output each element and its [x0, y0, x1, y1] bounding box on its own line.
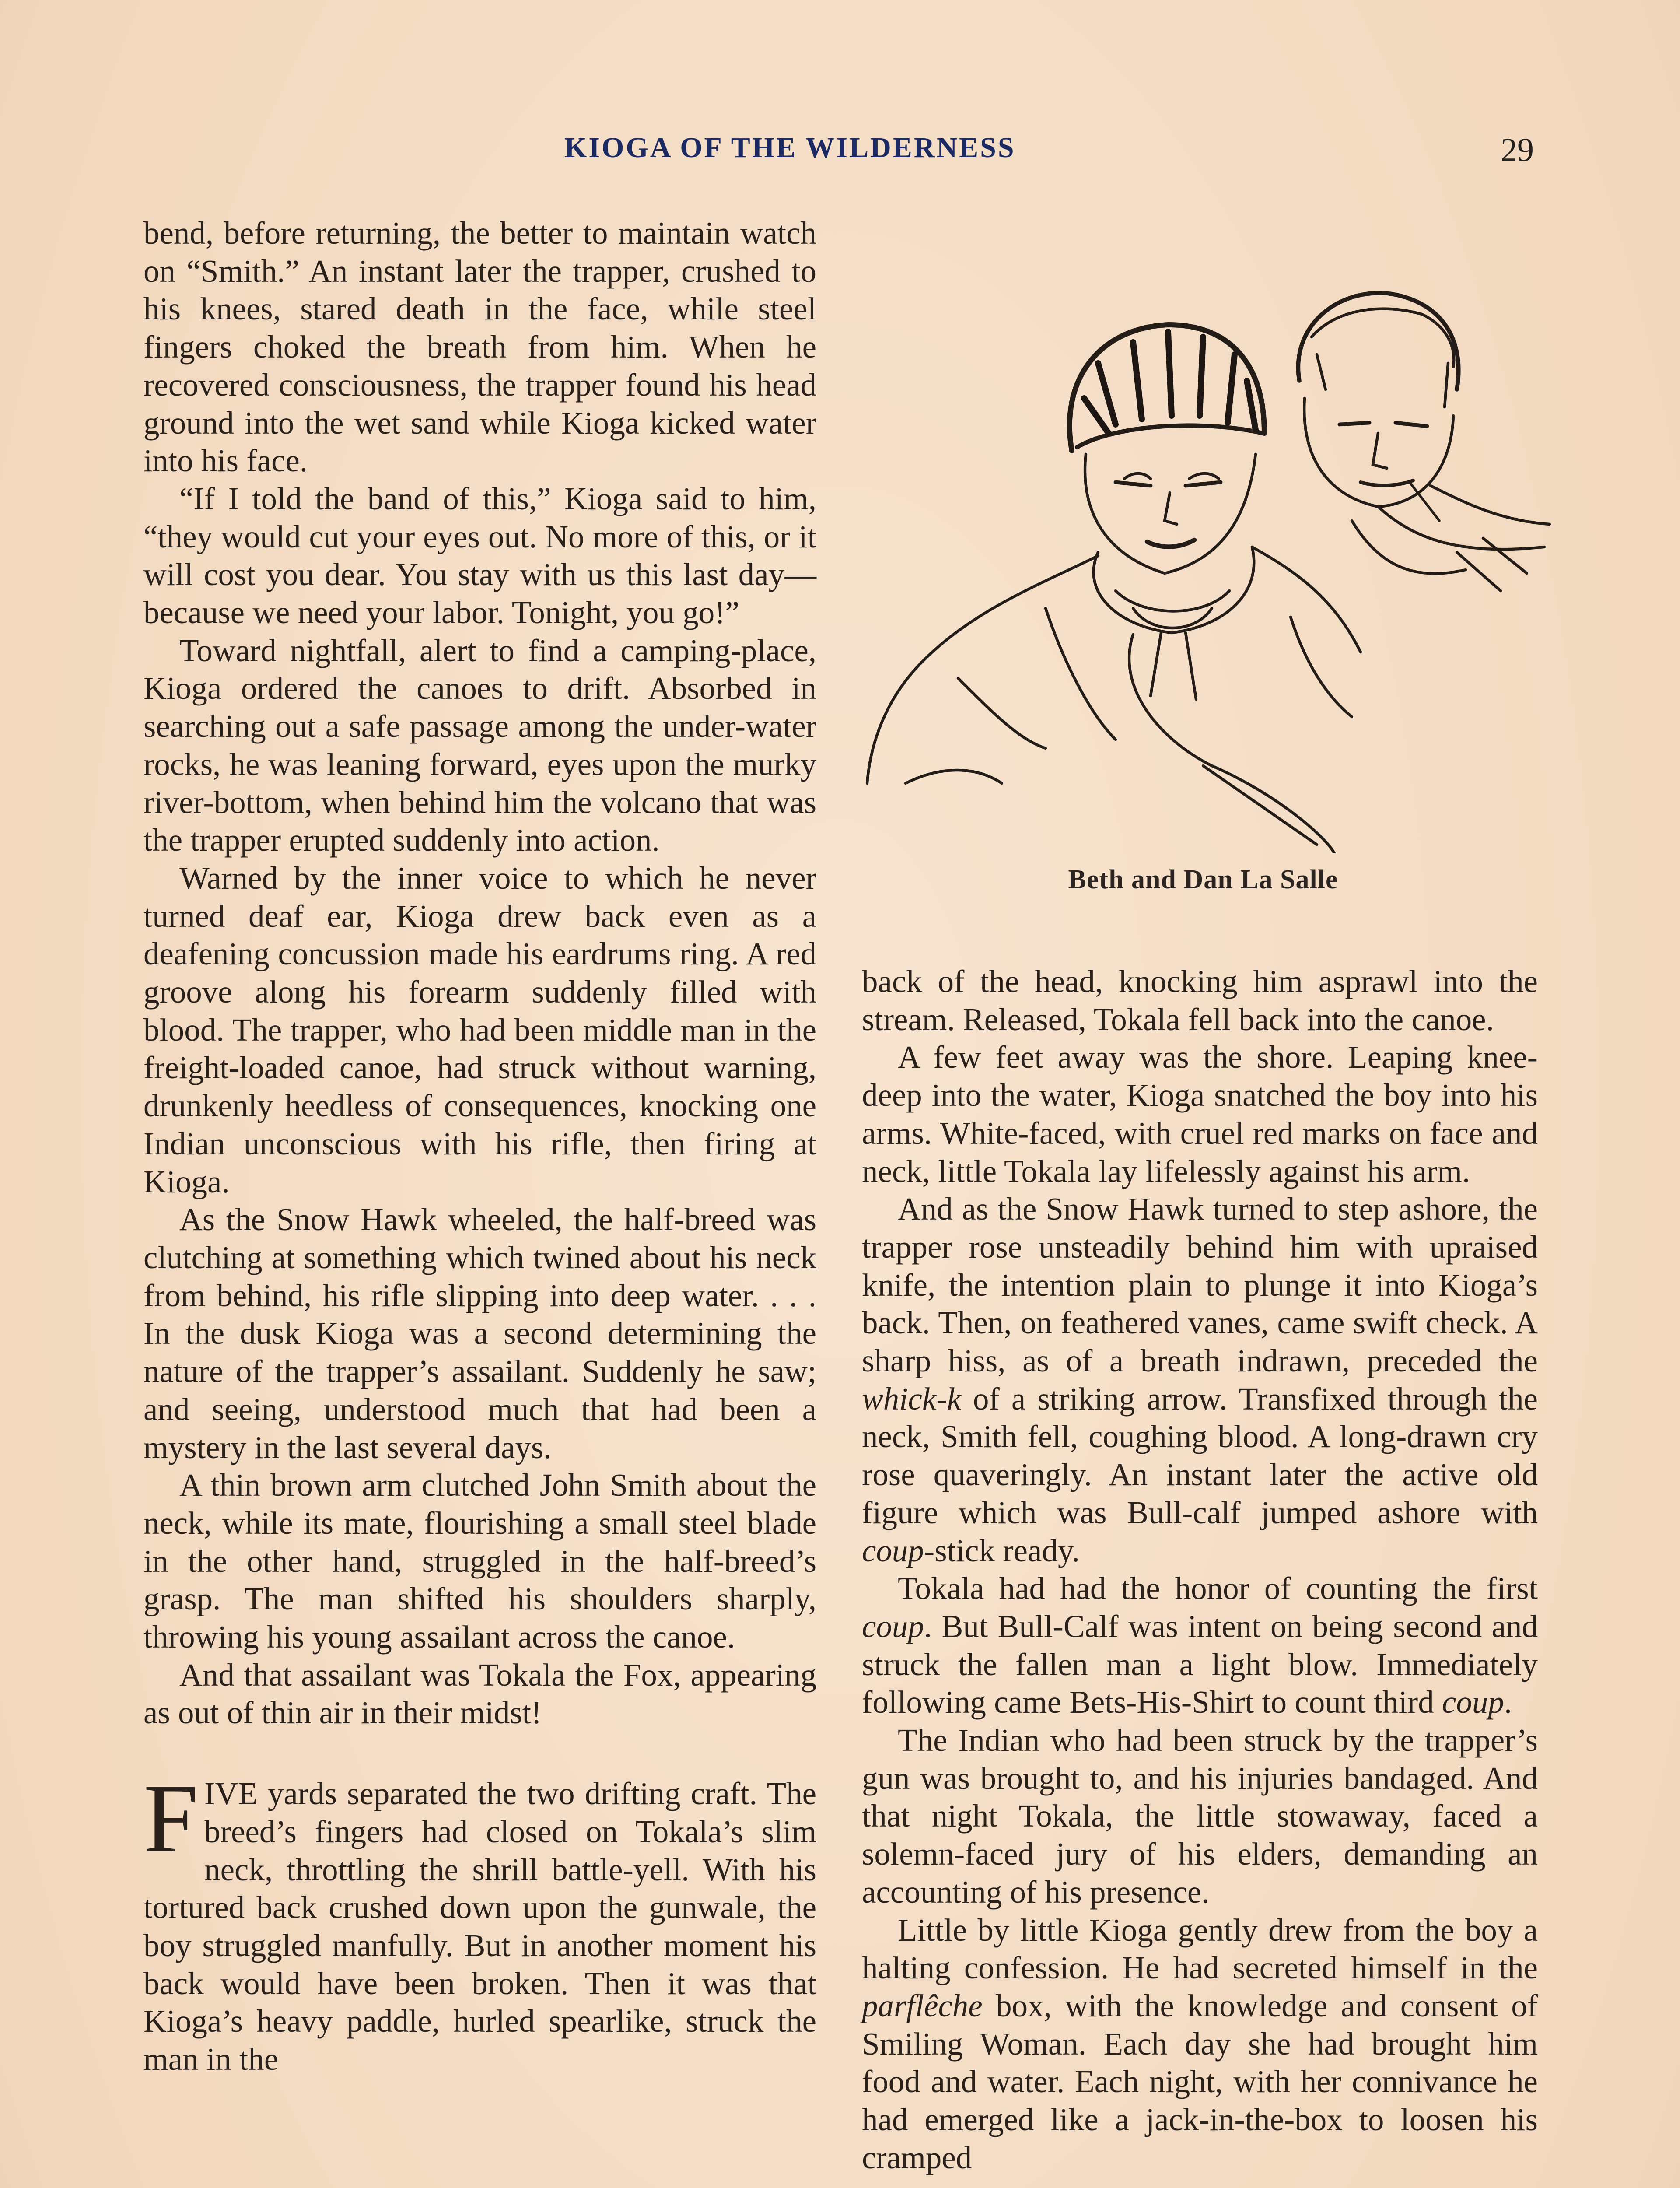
running-title: KIOGA OF THE WILDERNESS: [564, 132, 1016, 164]
text-run: .: [1504, 1684, 1512, 1720]
paragraph: back of the head, knocking him asprawl into the stream. Released, Tokala fell back into the canoe.: [862, 964, 1538, 1037]
page-number: 29: [1501, 132, 1534, 168]
left-column: [144, 214, 816, 2079]
italic-term: coup: [862, 1532, 924, 1568]
italic-term: coup: [862, 1608, 924, 1644]
paragraph: bend, before returning, the better to maintain watch on “Smith.” An instant later the trapper, crushed to his knees, stared death in the face, while steel fingers choked the breath from him. When he recovered consciousness, the trapper found his head ground into the wet sand while Kioga kicked water into his face.: [144, 215, 816, 479]
paragraph: “If I told the band of this,” Kioga said to him, “they would cut your eyes out. No more of this, or it will cost you dear. You stay with us this last day—because we need your labor. Tonight, you go!”: [144, 480, 816, 631]
drop-cap: F: [144, 1764, 199, 1873]
section-opening-paragraph: [144, 1764, 816, 2079]
paragraph: A few feet away was the shore. Leaping knee-deep into the water, Kioga snatched the boy into his arms. White-faced, with cruel red marks on face and neck, little Tokala lay lifelessly against his arm.: [862, 1039, 1538, 1189]
illustration-beth-and-dan: [849, 258, 1558, 853]
text-run: . But Bull-Calf was intent on being second and struck the fallen man a light blow. Immediately following came Bets-His-Shirt to count third: [862, 1608, 1538, 1720]
paragraph: As the Snow Hawk wheeled, the half-breed was clutching at something which twined about his neck from behind, his rifle slipping into deep water. . . . In the dusk Kioga was a second determining the nature of the trapper’s assailant. Suddenly he saw; and seeing, understood much that had been a mystery in the last several days.: [144, 1202, 816, 1465]
portrait-sketch: [849, 258, 1558, 853]
paragraph: Warned by the inner voice to which he never turned deaf ear, Kioga drew back even as a deafening concussion made his eardrums ring. A red groove along his forearm suddenly filled with blood. The trapper, who had been middle man in the freight-loaded canoe, had struck without warning, drunkenly heedless of consequences, knocking one Indian unconscious with his rifle, then firing at Kioga.: [144, 860, 816, 1199]
text-run: -stick ready.: [924, 1532, 1080, 1568]
text-run: of a striking arrow. Transfixed through the neck, Smith fell, coughing blood. A long-drawn cry rose quaveringly. An instant later the active old figure which was Bull-calf jumped ashore with: [862, 1381, 1538, 1530]
text-run: Tokala had had the honor of counting the first: [898, 1571, 1538, 1606]
text-run: And as the Snow Hawk turned to step ashore, the trapper rose unsteadily behind him with upraised knife, the intention plain to plunge it into Kioga’s back. Then, on feathered vanes, came swift check. A sharp hiss, as of a breath indrawn, preceded the: [862, 1191, 1538, 1379]
italic-term: parflêche: [862, 1988, 983, 2023]
paragraph: Toward nightfall, alert to find a camping-place, Kioga ordered the canoes to drift. Absorbed in searching out a safe passage among the under-water rocks, he was leaning forward, eyes upon the murky river-bottom, when behind him the volcano that was the trapper erupted suddenly into action.: [144, 632, 816, 858]
paragraph: [862, 1570, 1538, 1722]
section-opening-text: IVE yards separated the two drifting craft. The breed’s fingers had closed on Tokala’s slim neck, throttling the shrill battle-yell. With his tortured back crushed down upon the gunwale, the boy struggled manfully. But in another moment his back would have been broken. Then it was that Kioga’s heavy paddle, hurled spearlike, struck the man in the: [144, 1776, 816, 2077]
paragraph: [862, 1911, 1538, 2177]
right-column: [862, 963, 1538, 2177]
section-break: [144, 1732, 816, 1775]
paragraph: A thin brown arm clutched John Smith about the neck, while its mate, flourishing a small steel blade in the other hand, struggled in the half-breed’s grasp. The man shifted his shoulders sharply, throwing his young assailant across the canoe.: [144, 1467, 816, 1655]
italic-sound-word: whick-k: [862, 1381, 961, 1417]
paragraph: The Indian who had been struck by the trapper’s gun was brought to, and his injuries bandaged. And that night Tokala, the little stowaway, faced a solemn-faced jury of his elders, demanding an accounting of his presence.: [862, 1722, 1538, 1910]
text-run: box, with the knowledge and consent of Smiling Woman. Each day she had brought him food and water. Each night, with her connivance he had emerged like a jack-in-the-box to loosen his cramped: [862, 1988, 1538, 2175]
italic-term: coup: [1442, 1684, 1504, 1720]
illustration-caption: Beth and Dan La Salle: [1068, 865, 1338, 894]
text-run: Little by little Kioga gently drew from the boy a halting confession. He had secreted himself in the: [862, 1912, 1538, 1986]
paragraph: [862, 1190, 1538, 1570]
paragraph: And that assailant was Tokala the Fox, appearing as out of thin air in their midst!: [144, 1657, 816, 1731]
